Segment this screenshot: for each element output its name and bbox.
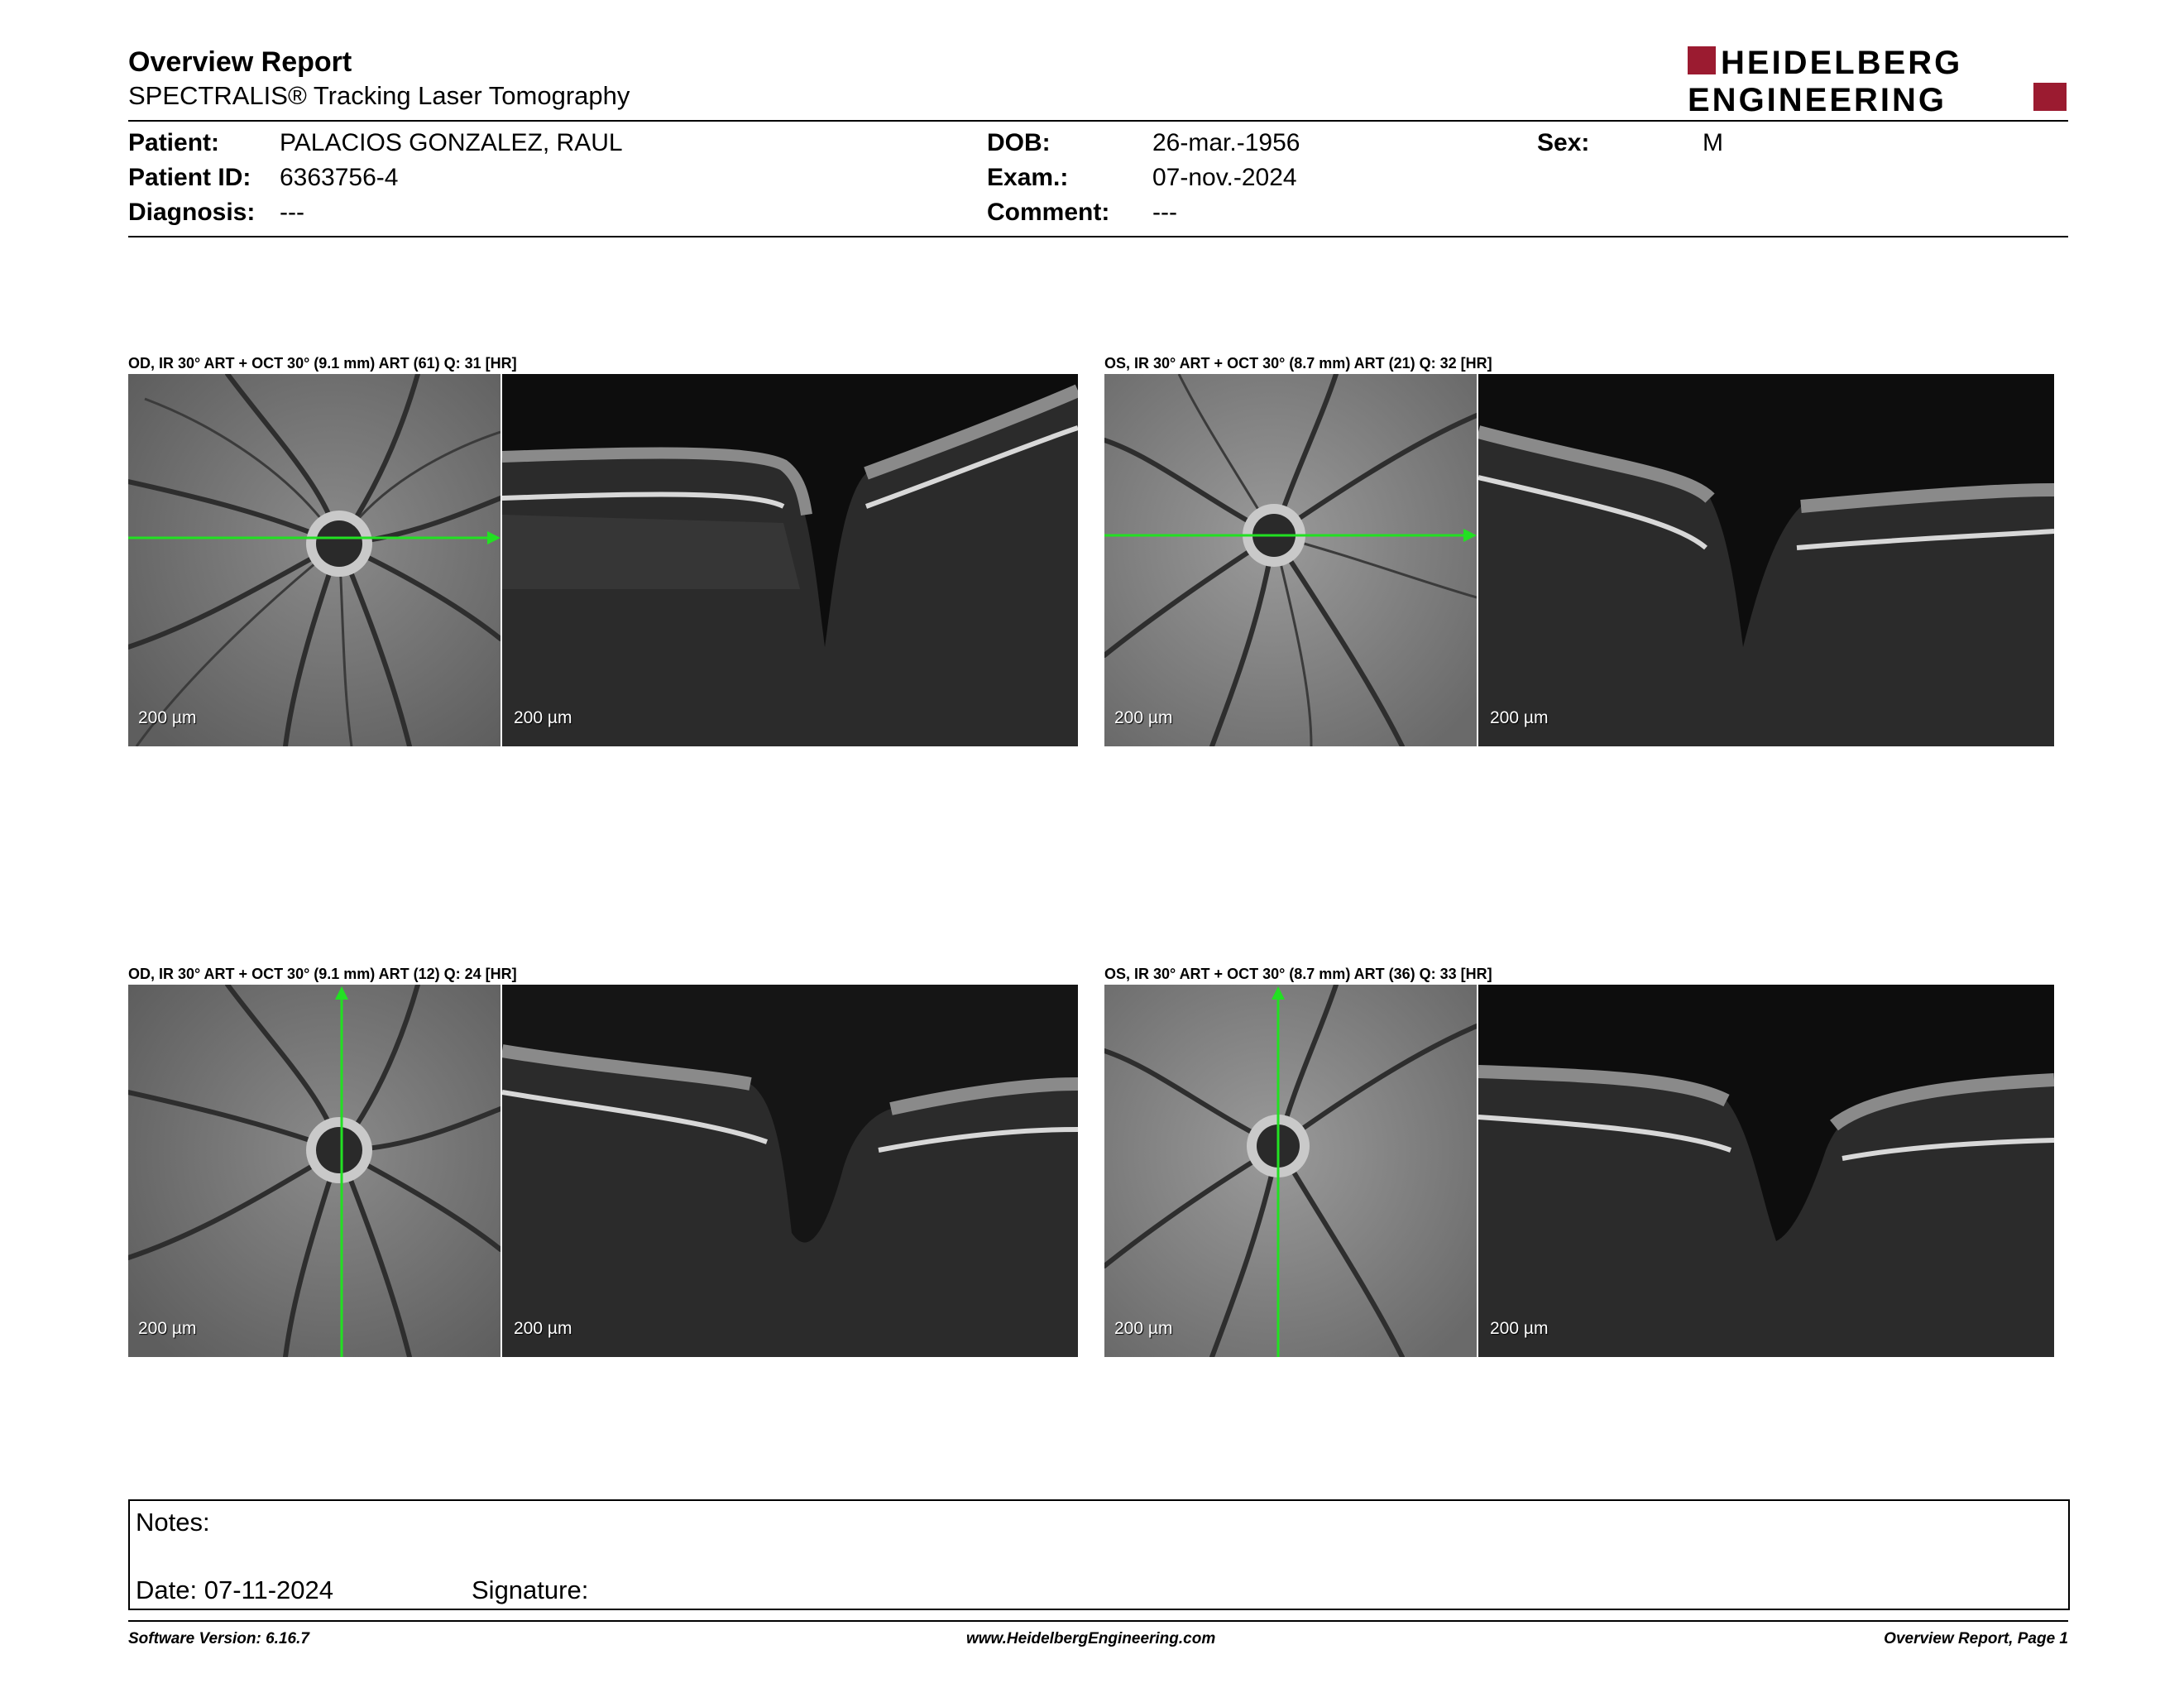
panel-title: OD, IR 30° ART + OCT 30° (9.1 mm) ART (12) Q: 24 [HR] bbox=[128, 966, 517, 982]
patient-name: PALACIOS GONZALEZ, RAUL bbox=[280, 129, 623, 156]
report-subtitle: SPECTRALIS® Tracking Laser Tomography bbox=[128, 81, 630, 110]
diagnosis-value: --- bbox=[280, 199, 304, 226]
oct-scale-bar: 200 µm bbox=[514, 708, 572, 727]
comment-value: --- bbox=[1152, 199, 1177, 226]
oct-bscan bbox=[502, 985, 1078, 1357]
sex-value: M bbox=[1703, 129, 1723, 156]
footer-divider bbox=[128, 1620, 2068, 1622]
slo-scale-bar: 200 µm bbox=[1114, 708, 1173, 727]
sex-label: Sex: bbox=[1537, 129, 1590, 156]
panel-title: OS, IR 30° ART + OCT 30° (8.7 mm) ART (36) Q: 33 [HR] bbox=[1104, 966, 1492, 982]
exam-label: Exam.: bbox=[987, 164, 1069, 191]
exam-value: 07-nov.-2024 bbox=[1152, 164, 1297, 191]
website-link[interactable]: www.HeidelbergEngineering.com bbox=[966, 1630, 1216, 1647]
report-title: Overview Report bbox=[128, 46, 352, 78]
logo-line1: HEIDELBERG bbox=[1721, 45, 1963, 81]
panel-title: OD, IR 30° ART + OCT 30° (9.1 mm) ART (61) Q: 31 [HR] bbox=[128, 355, 517, 372]
software-version: Software Version: 6.16.7 bbox=[128, 1630, 309, 1647]
date-label: Date: 07-11-2024 bbox=[136, 1575, 333, 1604]
logo-line2: ENGINEERING bbox=[1688, 82, 1947, 117]
oct-bscan bbox=[1478, 985, 2054, 1357]
slo-scale-bar: 200 µm bbox=[1114, 1319, 1173, 1338]
patient-id-label: Patient ID: bbox=[128, 164, 251, 191]
oct-scale-bar: 200 µm bbox=[514, 1319, 572, 1338]
slo-scale-bar: 200 µm bbox=[138, 1319, 197, 1338]
oct-bscan bbox=[502, 374, 1078, 746]
oct-scale-bar: 200 µm bbox=[1490, 708, 1549, 727]
comment-label: Comment: bbox=[987, 199, 1110, 226]
page-label: Overview Report, Page 1 bbox=[1884, 1630, 2068, 1647]
fundus-image bbox=[1104, 374, 1477, 746]
dob-value: 26-mar.-1956 bbox=[1152, 129, 1300, 156]
signature-label: Signature: bbox=[472, 1575, 589, 1604]
header-divider bbox=[128, 120, 2068, 122]
patient-id: 6363756-4 bbox=[280, 164, 399, 191]
oct-scale-bar: 200 µm bbox=[1490, 1319, 1549, 1338]
panel-title: OS, IR 30° ART + OCT 30° (8.7 mm) ART (21) Q: 32 [HR] bbox=[1104, 355, 1492, 372]
fundus-image bbox=[1104, 985, 1477, 1357]
fundus-image bbox=[128, 374, 500, 746]
heidelberg-logo bbox=[1688, 43, 2068, 117]
patient-label: Patient: bbox=[128, 129, 220, 156]
dob-label: DOB: bbox=[987, 129, 1051, 156]
slo-scale-bar: 200 µm bbox=[138, 708, 197, 727]
diagnosis-label: Diagnosis: bbox=[128, 199, 256, 226]
notes-label: Notes: bbox=[136, 1508, 210, 1537]
notes-box bbox=[128, 1499, 2070, 1610]
fundus-image bbox=[128, 985, 500, 1357]
oct-bscan bbox=[1478, 374, 2054, 746]
info-divider bbox=[128, 236, 2068, 237]
